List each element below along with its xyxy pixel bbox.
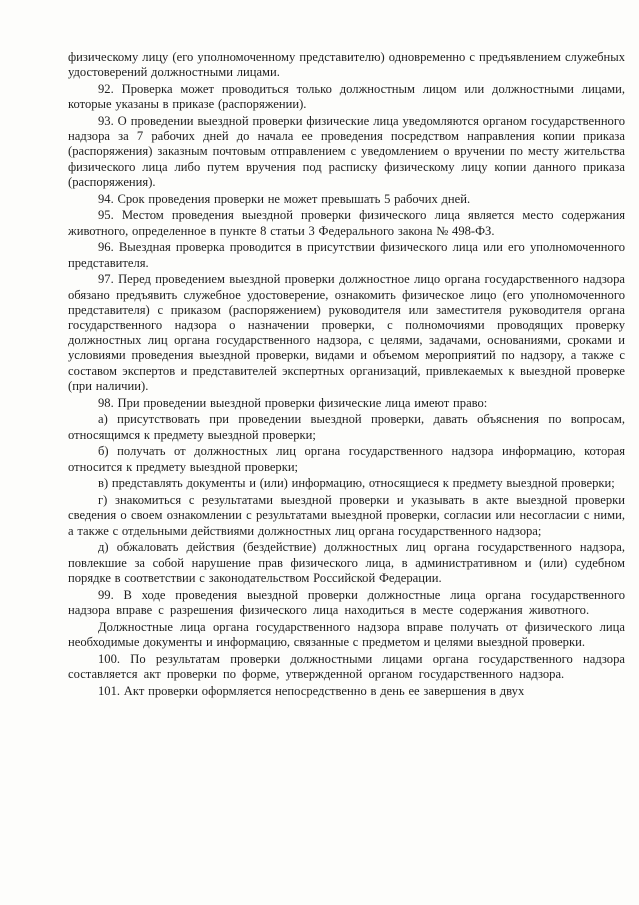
paragraph-98-b: б) получать от должностных лиц органа государственного надзора информацию, которая относится к предмету выездной проверки;	[68, 444, 625, 474]
paragraph-continuation: физическому лицу (его уполномоченному представителю) одновременно с предъявлением служебных удостоверений должностными лицами.	[68, 50, 625, 80]
paragraph-98-a: а) присутствовать при проведении выездной проверки, давать объяснения по вопросам, относящимся к предмету выездной проверки;	[68, 412, 625, 442]
paragraph-95: 95. Местом проведения выездной проверки физического лица является место содержания животного, определенное в пункте 8 статьи 3 Федерального закона № 498-ФЗ.	[68, 208, 625, 238]
paragraph-100: 100. По результатам проверки должностными лицами органа государственного надзора составляется акт проверки по форме, утвержденной органом государственного надзора.	[68, 651, 625, 681]
paragraph-93: 93. О проведении выездной проверки физические лица уведомляются органом государственного надзора за 7 рабочих дней до начала ее проведения посредством направления копии приказа (распоряжения) заказным почтовым отправлением с уведомлением о вручении по месту жительства физического лица либо путем вручения под расписку физическому лицу копии данного приказа (распоряжения).	[68, 114, 625, 189]
paragraph-101: 101. Акт проверки оформляется непосредственно в день ее завершения в двух	[98, 683, 525, 698]
paragraph-98-v: в) представлять документы и (или) информацию, относящиеся к предмету выездной проверки;	[98, 476, 615, 491]
paragraph-98-g: г) знакомиться с результатами выездной проверки и указывать в акте выездной проверки сведения о своем ознакомлении с результатами выездной проверки, согласии или несогласии с ними, а также с отдельными действиями должностных лиц органа государственного надзора;	[68, 493, 625, 538]
paragraph-98-d: д) обжаловать действия (бездействие) должностных лиц органа государственного надзора, повлекшие за собой нарушение прав физического лица, в административном и (или) судебном порядке в соответствии с законодательством Российской Федерации.	[68, 540, 625, 585]
paragraph-96: 96. Выездная проверка проводится в присутствии физического лица или его уполномоченного представителя.	[68, 240, 625, 270]
paragraph-94: 94. Срок проведения проверки не может превышать 5 рабочих дней.	[98, 191, 471, 206]
paragraph-99-continued: Должностные лица органа государственного надзора вправе получать от физического лица необходимые документы и информацию, связанные с предметом и целями выездной проверки.	[68, 619, 625, 649]
paragraph-97: 97. Перед проведением выездной проверки должностное лицо органа государственного надзора обязано предъявить служебное удостоверение, ознакомить физическое лицо (его уполномоченного представителя) с приказом (распоряжением) руководителя или заместителя руководителя органа государственного надзора о назначении проверки, с полномочиями проводящих проверку должностных лиц органа государственного надзора, с целями, задачами, основаниями, сроками и условиями проведения выездной проверки, видами и объемом мероприятий по надзору, а также с составом экспертов и представителей экспертных организаций, привлекаемых к выездной проверке (при наличии).	[68, 272, 625, 393]
paragraph-99: 99. В ходе проведения выездной проверки должностные лица органа государственного надзора вправе с разрешения физического лица находиться в месте содержания животного.	[68, 587, 625, 617]
paragraph-98: 98. При проведении выездной проверки физические лица имеют право:	[98, 395, 488, 410]
paragraph-92: 92. Проверка может проводиться только должностным лицом или должностными лицами, которые указаны в приказе (распоряжении).	[68, 82, 625, 112]
document-body	[68, 50, 625, 700]
